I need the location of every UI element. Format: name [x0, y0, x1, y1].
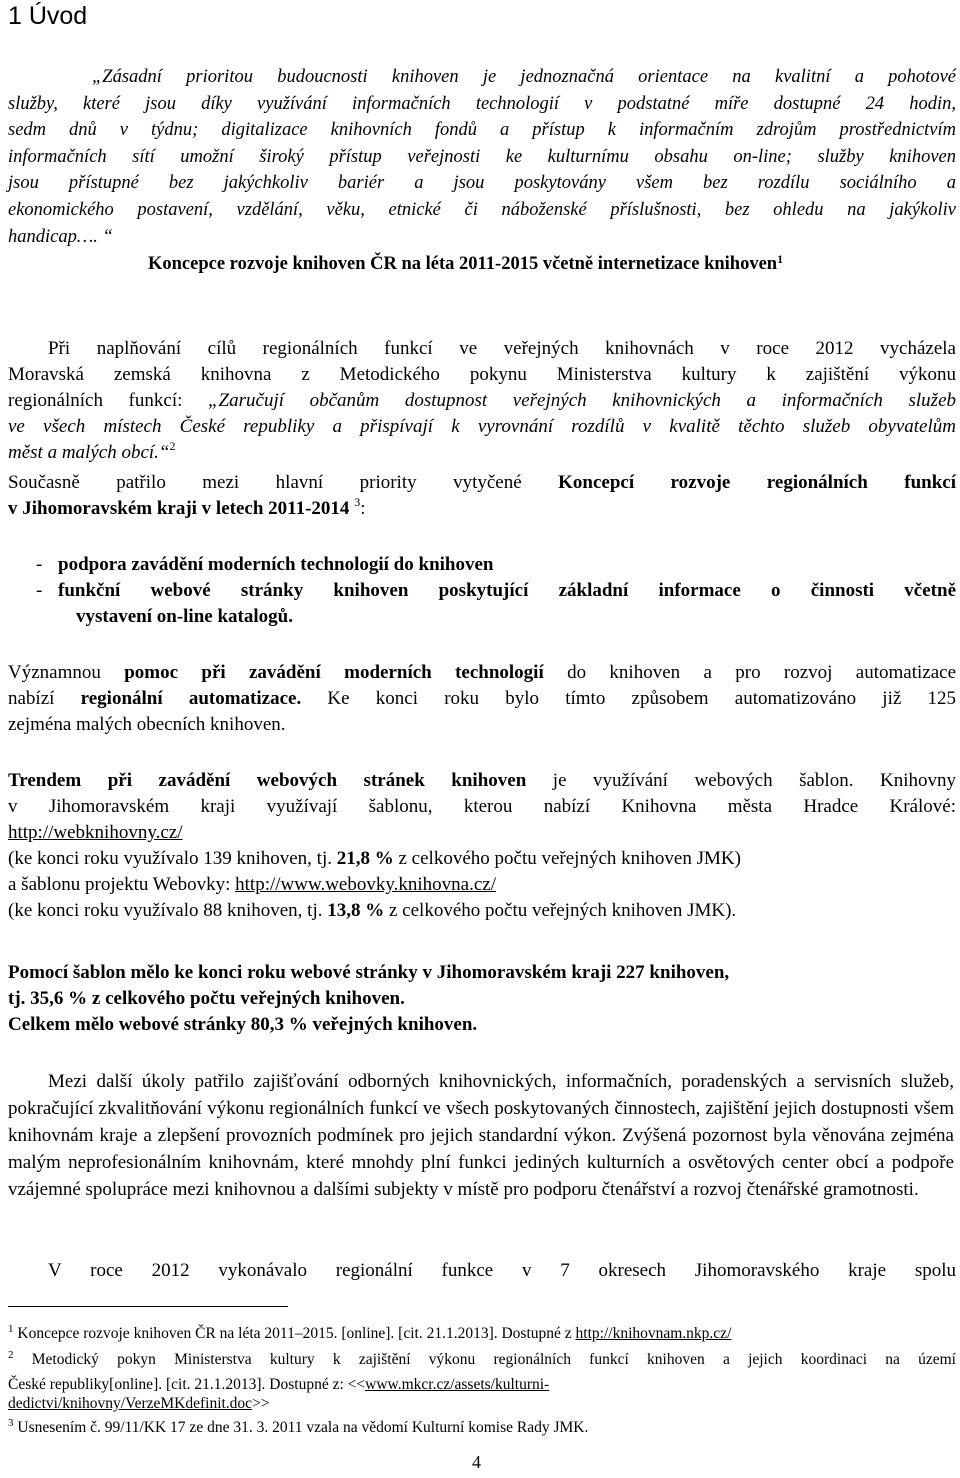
footnote-line	[8, 1350, 956, 1371]
footnote-link[interactable]: http://knihovnam.nkp.cz/	[575, 1325, 732, 1342]
percent-value: 21,8 %	[336, 848, 394, 869]
chapter-heading: 1 Úvod	[8, 2, 88, 30]
quote-line: handicap…. “	[8, 226, 113, 247]
text-line: Pomocí šablon mělo ke konci roku webové stránky v Jihomoravském kraji 227 knihoven,	[8, 962, 730, 983]
quote-source	[148, 254, 783, 275]
footnote-number: 1	[8, 1323, 14, 1335]
text-span: (ke konci roku využívalo 88 knihoven, tj.	[8, 900, 328, 921]
page-number: 4	[472, 1452, 481, 1472]
quote-line: sedm dnů v týdnu; digitalizace knihovních fondů a přístup k informačním zdrojům prostřednictvím	[8, 120, 956, 141]
text-span: z celkového počtu veřejných knihoven JMK).	[384, 900, 737, 921]
bold-text: Koncepcí rozvoje regionálních funkcí	[558, 472, 956, 493]
text-span: z celkového počtu veřejných knihoven JMK)	[393, 848, 741, 869]
footnote-line	[8, 1375, 956, 1394]
paragraph-districts: V roce 2012 vykonávalo regionální funkce v 7 okresech Jihomoravského kraje spolu	[48, 1260, 956, 1281]
paragraph-automation	[8, 660, 956, 738]
text-line	[8, 440, 956, 467]
webovky-link[interactable]: http://www.webovky.knihovna.cz/	[235, 874, 496, 895]
footnote-link[interactable]: www.mkcr.cz/assets/kulturni-	[365, 1376, 550, 1393]
text-line: Moravská zemská knihovna z Metodického pokynu Ministerstva kultury k zajištění výkonu	[8, 364, 956, 385]
paragraph-web-templates	[8, 768, 956, 924]
percent-value: 13,8 %	[327, 900, 385, 921]
footnote-link[interactable]: dedictvi/knihovny/VerzeMKdefinit.doc	[8, 1395, 253, 1412]
list-dash: -	[36, 580, 43, 601]
footnote-text: České republiky[online]. [cit. 21.1.2013]. Dostupné z: <<	[8, 1376, 366, 1393]
footnote-3	[8, 1418, 956, 1439]
footnote-ref: 1	[777, 252, 784, 266]
paragraph-regional-functions	[8, 336, 956, 467]
text-line	[8, 768, 956, 794]
bold-text: regionální automatizace.	[80, 688, 302, 709]
quote-line: služby, které jsou díky využívání informačních technologií v podstatné míře dostupné 24 hodin,	[8, 93, 956, 114]
footnote-2	[8, 1350, 956, 1413]
footnote-separator	[8, 1306, 288, 1307]
intro-quote	[8, 64, 956, 250]
text-line	[8, 388, 956, 414]
footnote-ref: 3	[354, 495, 361, 509]
paragraph-web-summary	[8, 960, 956, 1038]
footnote-1	[8, 1324, 956, 1345]
text-line	[8, 846, 956, 872]
quoted-text: „Zaručují občanům dostupnost veřejných knihovnických a informačních služeb	[207, 390, 956, 411]
text-line	[8, 660, 956, 686]
footnote-number: 3	[8, 1417, 14, 1429]
quoted-text: měst a malých obcí.“	[8, 442, 170, 463]
bold-text: pomoc při zavádění moderních technologií	[124, 662, 544, 683]
text-line	[8, 872, 956, 898]
text-line	[8, 820, 956, 846]
text-line-prefix: regionálních funkcí:	[8, 390, 208, 411]
list-item	[36, 552, 956, 578]
text-line	[8, 686, 956, 712]
text-span: nabízí	[8, 688, 81, 709]
paragraph-other-tasks: Mezi další úkoly patřilo zajišťování odborných knihovnických, informačních, poradenských a servisních služeb, pokračující zkvalitňování výkonu regionálních funkcí ve všech poskytovaných činnostech, zajištění jejich dostupnosti všem knihovnám kraje a zlepšení provozních podmínek pro jejich standardní výkon. Zvýšená pozornost byla věnována zejména malým neprofesionálním knihovnám, které mnohdy plní funkci jediných kulturních a osvětových center obcí a podpoře vzájemné spolupráce mezi knihovnou a dalšími subjekty v místě pro podporu čtenářství a rozvoj čtenářské gramotnosti.	[8, 1071, 954, 1200]
text-span: Ke konci roku bylo tímto způsobem automatizováno již 125	[301, 688, 956, 709]
text-span: do knihoven a pro rozvoj automatizace	[543, 662, 956, 683]
footnote-text: Koncepce rozvoje knihoven ČR na léta 2011–2015. [online]. [cit. 21.1.2013]. Dostupné z	[13, 1325, 576, 1342]
bold-text: v Jihomoravském kraji v letech 2011-2014	[8, 498, 350, 519]
text-span: a šablonu projektu Webovky:	[8, 874, 236, 895]
list-item-text: podpora zavádění moderních technologií do knihoven	[58, 554, 494, 575]
text-line	[8, 470, 956, 496]
quoted-text: ve všech místech České republiky a přispívají k vyrovnání rozdílů v kvalitě těchto služeb obyvatelům	[8, 416, 956, 437]
quote-line: informačních sítí umožní široký přístup veřejnosti ke kulturnímu obsahu on-line; služby knihoven	[8, 146, 956, 167]
text-line: zejména malých obecních knihoven.	[8, 714, 286, 735]
priority-list	[36, 552, 956, 630]
list-item-continuation: vystavení on-line katalogů.	[76, 606, 293, 627]
footnote-ref: 2	[169, 439, 176, 453]
text-line: Při naplňování cílů regionálních funkcí ve veřejných knihovnách v roce 2012 vycházela	[48, 338, 956, 359]
text-span: (ke konci roku využívalo 139 knihoven, tj.	[8, 848, 337, 869]
text-suffix: :	[360, 498, 366, 519]
text-line	[8, 496, 956, 523]
text-line: v Jihomoravském kraji využívají šablonu, kterou nabízí Knihovna města Hradce Králové:	[8, 796, 956, 817]
paragraph-priorities	[8, 470, 956, 523]
text-line	[8, 898, 956, 924]
footnote-number: 2	[8, 1349, 14, 1361]
text-prefix: Současně patřilo mezi hlavní priority vytyčené	[8, 472, 559, 493]
text-span: Významnou	[8, 662, 125, 683]
webknihovny-link[interactable]: http://webknihovny.cz/	[8, 822, 183, 843]
footnote-line	[8, 1394, 956, 1413]
list-item	[36, 578, 956, 604]
text-span: je využívání webových šablon. Knihovny	[526, 770, 956, 791]
quote-source-text: Koncepce rozvoje knihoven ČR na léta 2011-2015 včetně internetizace knihoven	[148, 254, 778, 274]
list-dash: -	[36, 554, 43, 575]
quote-line: „Zásadní prioritou budoucnosti knihoven je jednoznačná orientace na kvalitní a pohotové	[92, 67, 956, 87]
footnote-text: Metodický pokyn Ministerstva kultury k zajištění výkonu regionálních funkcí knihoven a jejich koordinaci na území	[13, 1351, 956, 1368]
quote-line: ekonomického postavení, vzdělání, věku, etnické či náboženské příslušnosti, bez ohledu na jakýkoliv	[8, 199, 956, 220]
footnote-text: >>	[252, 1395, 270, 1412]
text-line: Celkem mělo webové stránky 80,3 % veřejných knihoven.	[8, 1014, 478, 1035]
list-item-text: funkční webové stránky knihoven poskytující základní informace o činnosti včetně	[58, 580, 956, 601]
text-line: tj. 35,6 % z celkového počtu veřejných knihoven.	[8, 988, 405, 1009]
footnote-text: Usnesením č. 99/11/KK 17 ze dne 31. 3. 2011 vzala na vědomí Kulturní komise Rady JMK.	[13, 1419, 589, 1436]
quote-line: jsou přístupné bez jakýchkoliv bariér a jsou poskytovány všem bez rozdílu sociálního a	[8, 173, 956, 194]
bold-text: Trendem při zavádění webových stránek knihoven	[8, 770, 527, 791]
